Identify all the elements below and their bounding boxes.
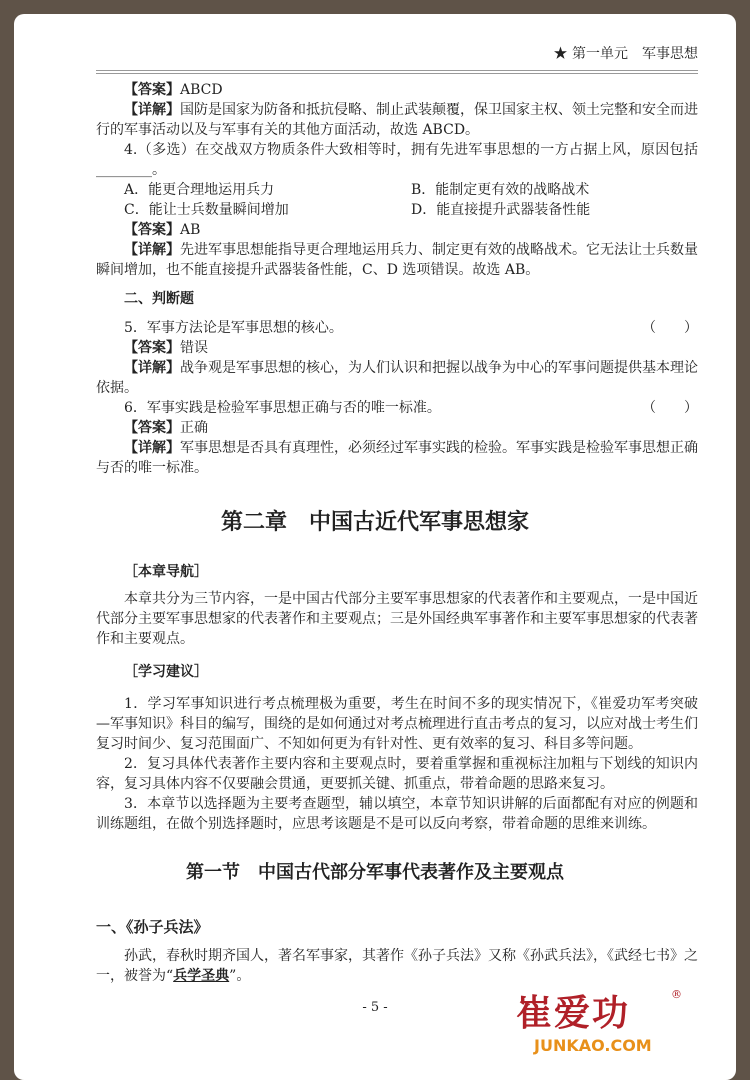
nav-text: 本章共分为三节内容，一是中国古代部分主要军事思想家的代表著作和主要观点，一是中国近代部分主要军事思想家的代表著作和主要观点；三是外国经典军事著作和主要军事思想家的代表著作和主要观点。 [96, 591, 698, 647]
nav-heading: ［本章导航］ [124, 564, 208, 580]
advice-item: 3．本章节以选择题为主要考查题型，辅以填空，本章节知识讲解的后面都配有对应的例题和训练题组，在做个别选择题时，应思考该题是不是可以反向考察，带着命题的思维来训练。 [96, 796, 698, 832]
unit-title: 第一单元 军事思想 [572, 46, 698, 62]
running-header [14, 14, 736, 64]
junkao-logo: 崔爱功 JUNKAO.COM ® [516, 988, 682, 1055]
q6-answer: 【答案】正确 [124, 420, 208, 436]
q5-answer: 【答案】错误 [124, 340, 208, 356]
header-rule [96, 70, 698, 71]
q3-answer: 【答案】ABCD [124, 82, 223, 98]
advice-item: 1．学习军事知识进行考点梳理极为重要，考生在时间不多的现实情况下，《崔爱功军考突破—军事知识》科目的编写，围绕的是如何通过对考点梳理进行直击考点的复习，以应对战士考生们复习时间少、复习范围面广、不知如何更为有针对性、更有效率的复习、科目多等问题。 [96, 696, 698, 752]
q6-stem: （ ） 6．军事实践是检验军事思想正确与否的唯一标准。 [124, 400, 698, 416]
page-number: - 5 - [362, 1000, 388, 1015]
q5-detail: 【详解】战争观是军事思想的核心，为人们认识和把握以战争为中心的军事问题提供基本理论依据。 [96, 360, 698, 396]
chapter-title: 第二章 中国古近代军事思想家 [220, 510, 529, 535]
q3-detail: 【详解】国防是国家为防备和抵抗侵略、制止武装颠覆，保卫国家主权、领土完整和安全而进行的军事活动以及与军事有关的其他方面活动，故选 ABCD。 [96, 102, 698, 138]
star-icon: ★ [553, 46, 568, 62]
section-judgement: 二、判断题 [124, 291, 194, 307]
section-title: 第一节 中国古代部分军事代表著作及主要观点 [186, 862, 564, 883]
advice-heading: ［学习建议］ [124, 664, 208, 680]
sunzi-heading: 一、《孙子兵法》 [96, 918, 209, 936]
q4-answer: 【答案】AB [124, 222, 201, 238]
q6-detail: 【详解】军事思想是否具有真理性，必须经过军事实践的检验。军事实践是检验军事思想正确与否的唯一标准。 [96, 440, 698, 476]
page-content [96, 74, 698, 1066]
q4-options-row: C．能让士兵数量瞬间增加 D．能直接提升武器装备性能 [124, 202, 591, 218]
document-page [14, 14, 736, 1080]
q4-detail: 【详解】先进军事思想能指导更合理地运用兵力、制定更有效的战略战术。它无法让士兵数量瞬间增加，也不能直接提升武器装备性能，C、D 选项错误。故选 AB。 [96, 242, 698, 278]
q4-options-row: A．能更合理地运用兵力 B．能制定更有效的战略战术 [124, 182, 590, 198]
q5-stem: （ ） 5．军事方法论是军事思想的核心。 [124, 320, 698, 336]
q4-stem: 4.（多选）在交战双方物质条件大致相等时，拥有先进军事思想的一方占据上风，原因包括________。 [96, 142, 698, 178]
sunzi-text: 孙武，春秋时期齐国人，著名军事家，其著作《孙子兵法》又称《孙武兵法》，《武经七书》之一，被誉为“兵学圣典”。 [96, 948, 698, 984]
page-footer [96, 988, 698, 1066]
advice-item: 2．复习具体代表著作主要内容和主要观点时，要着重掌握和重视标注加粗与下划线的知识内容，复习具体内容不仅要融会贯通，更要抓关键、抓重点，带着命题的思路来复习。 [96, 756, 698, 792]
